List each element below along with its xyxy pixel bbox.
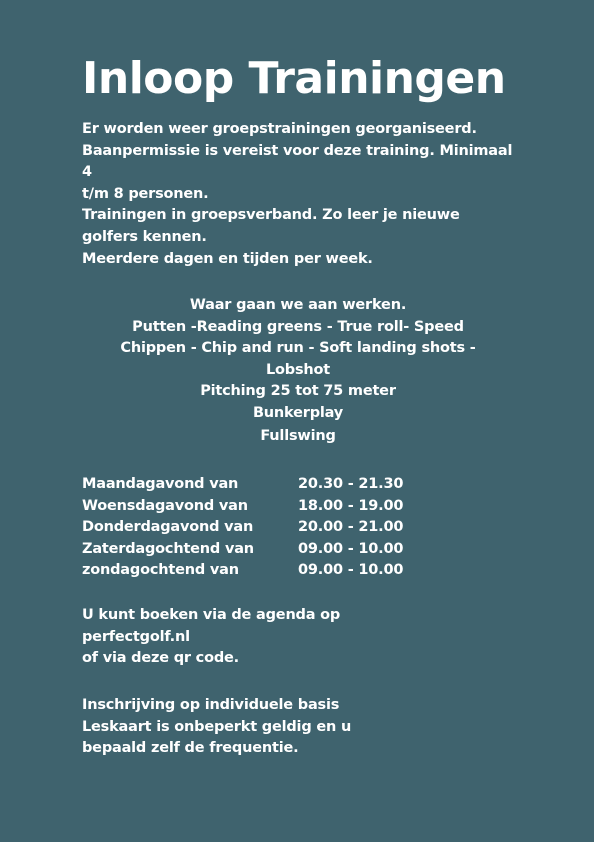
intro-paragraph	[82, 119, 522, 205]
signup-paragraph	[82, 695, 522, 760]
intro-line: Baanpermissie is vereist voor deze training. Minimaal 4	[82, 142, 513, 180]
schedule-row	[82, 560, 522, 582]
schedule-time: 09.00 - 10.00	[298, 562, 404, 578]
schedule-row	[82, 474, 522, 496]
signup-line: Leskaart is onbeperkt geldig en u	[82, 718, 352, 735]
focus-item-bunkerplay: Bunkerplay	[252, 404, 344, 421]
schedule-day: zondagochtend van	[82, 562, 239, 578]
focus-item-pitching: Pitching 25 tot 75 meter	[200, 383, 396, 399]
schedule-row	[82, 517, 522, 539]
group-line: Trainingen in groepsverband. Zo leer je nieuwe	[82, 207, 460, 223]
schedule-day: Donderdagavond van	[82, 519, 254, 535]
focus-item-fullswing: Fullswing	[260, 428, 336, 444]
page-title: Inloop Trainingen	[82, 53, 506, 104]
schedule-day: Woensdagavond van	[82, 497, 248, 514]
schedule-row	[82, 496, 522, 518]
schedule-time: 20.30 - 21.30	[298, 476, 404, 492]
schedule-day: Zaterdagochtend van	[82, 540, 254, 557]
booking-line: U kunt boeken via de agenda op	[82, 607, 341, 623]
booking-line: of via deze qr code.	[82, 650, 239, 666]
group-line: golfers kennen.	[82, 228, 207, 245]
focus-item-chippen: Chippen - Chip and run - Soft landing shots -	[120, 340, 476, 356]
signup-line: bepaald zelf de frequentie.	[82, 740, 299, 756]
group-line: Meerdere dagen en tijden per week.	[82, 251, 373, 267]
focus-item-putten: Putten -Reading greens - True roll- Speed	[132, 318, 464, 335]
focus-item-lobshot: Lobshot	[265, 361, 331, 378]
intro-line: t/m 8 personen.	[82, 185, 209, 202]
signup-line: Inschrijving op individuele basis	[82, 697, 340, 713]
training-focus-list	[82, 295, 514, 448]
schedule-table	[82, 474, 522, 582]
intro-line: Er worden weer groepstrainingen georganiseerd.	[82, 121, 477, 137]
booking-website: perfectgolf.nl	[82, 628, 190, 645]
schedule-time: 18.00 - 19.00	[298, 497, 404, 514]
schedule-time: 09.00 - 10.00	[298, 540, 404, 557]
schedule-day: Maandagavond van	[82, 476, 239, 492]
schedule-row	[82, 539, 522, 561]
schedule-time: 20.00 - 21.00	[298, 519, 404, 535]
group-paragraph	[82, 205, 522, 271]
booking-paragraph	[82, 605, 522, 670]
focus-heading: Waar gaan we aan werken.	[189, 297, 407, 313]
